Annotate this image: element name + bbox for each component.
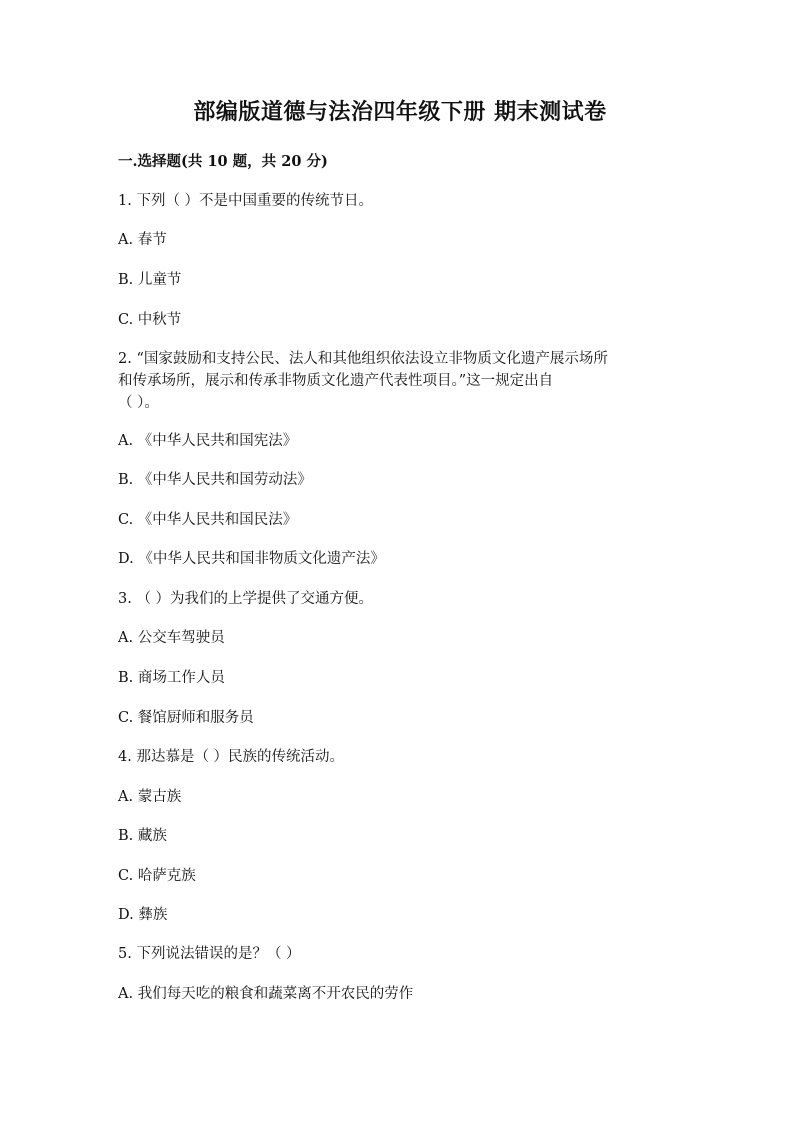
- question-5-option-a: A. 我们每天吃的粮食和蔬菜离不开农民的劳作: [118, 986, 414, 1002]
- question-3-option-b: B. 商场工作人员: [118, 670, 225, 686]
- question-3-option-a: A. 公交车驾驶员: [118, 630, 225, 646]
- question-2-stem-line-1: 2. “国家鼓励和支持公民、法人和其他组织依法设立非物质文化遗产展示场所: [118, 351, 608, 367]
- question-4-option-b: B. 藏族: [118, 828, 167, 844]
- page-title: 部编版道德与法治四年级下册 期末测试卷: [193, 99, 607, 125]
- question-2-option-c: C. 《中华人民共和国民法》: [118, 512, 298, 528]
- question-3-stem: 3. （ ）为我们的上学提供了交通方便。: [118, 591, 374, 607]
- question-1-stem: 1. 下列（ ）不是中国重要的传统节日。: [118, 193, 374, 209]
- question-4-stem: 4. 那达慕是（ ）民族的传统活动。: [118, 749, 345, 765]
- question-2-stem-line-2: 和传承场所，展示和传承非物质文化遗产代表性项目。”这一规定出自: [118, 373, 554, 389]
- question-2-option-a: A. 《中华人民共和国宪法》: [118, 433, 298, 449]
- question-3-option-c: C. 餐馆厨师和服务员: [118, 710, 254, 726]
- question-1-option-a: A. 春节: [118, 232, 167, 248]
- question-1-option-c: C. 中秋节: [118, 312, 182, 328]
- question-4-option-a: A. 蒙古族: [118, 789, 182, 805]
- question-2-stem-line-3: （ ）。: [118, 395, 159, 411]
- section-heading: 一.选择题(共 10 题，共 20 分): [118, 153, 328, 170]
- question-2-option-b: B. 《中华人民共和国劳动法》: [118, 472, 312, 488]
- question-5-stem: 5. 下列说法错误的是？（ ）: [118, 946, 301, 962]
- question-4-option-d: D. 彝族: [118, 907, 168, 923]
- question-1-option-b: B. 儿童节: [118, 272, 182, 288]
- question-2-option-d: D. 《中华人民共和国非物质文化遗产法》: [118, 551, 385, 567]
- question-4-option-c: C. 哈萨克族: [118, 868, 196, 884]
